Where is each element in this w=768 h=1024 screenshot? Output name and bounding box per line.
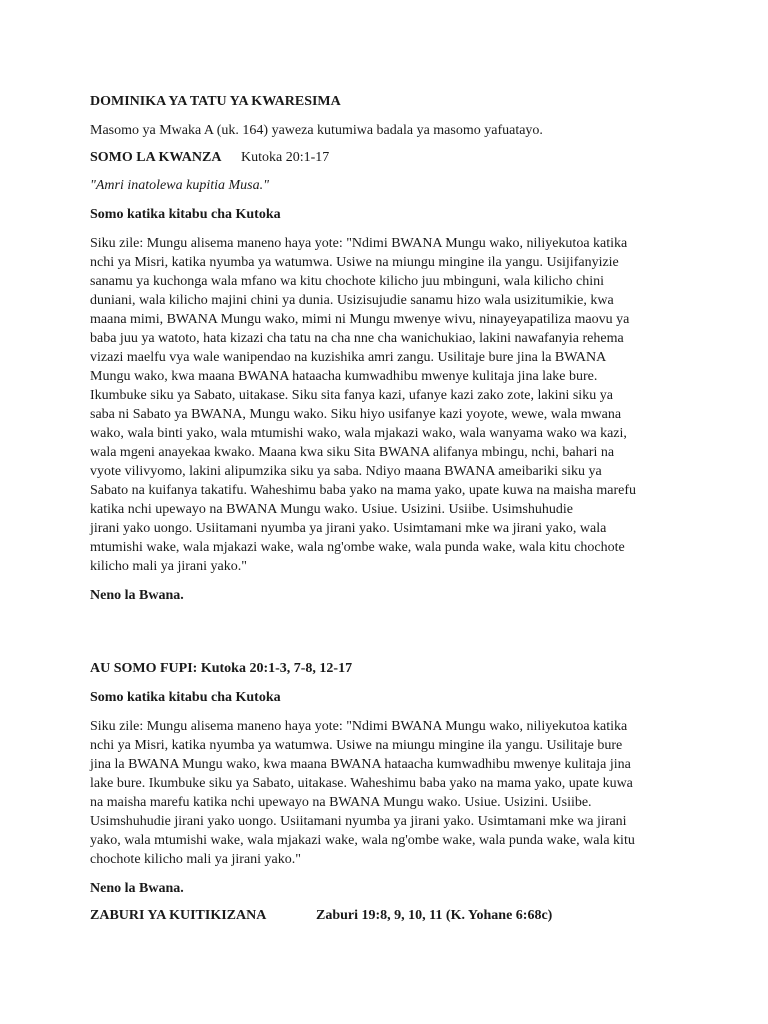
section-spacer [90, 615, 680, 659]
first-reading-source: Somo katika kitabu cha Kutoka [90, 207, 281, 222]
text-line: yako, wala mtumishi wake, wala mjakazi wake, wala ng'ombe wake, wala punda wake, wala kitu [90, 833, 635, 848]
text-line: Sabato na kuifanya takatifu. Waheshimu baba yako na mama yako, upate kuwa na maisha marefu [90, 483, 636, 498]
text-line: jirani yako uongo. Usiitamani nyumba ya jirani yako. Usimtamani mke wa jirani yako, wala [90, 521, 607, 536]
psalm-reference: Zaburi 19:8, 9, 10, 11 (K. Yohane 6:68c) [316, 908, 553, 923]
text-line: duniani, wala kilicho majini chini ya dunia. Usizisujudie sanamu hizo wala usizitumikie, kwa [90, 293, 614, 308]
first-reading-label: SOMO LA KWANZA [90, 150, 222, 165]
psalm-label: ZABURI YA KUITIKIZANA [90, 908, 267, 923]
text-line: mtumishi wake, wala mjakazi wake, wala ng'ombe wake, wala punda wake, wala kitu chochote [90, 540, 625, 555]
text-line: Siku zile: Mungu alisema maneno haya yote: "Ndimi BWANA Mungu wako, niliyekutoa katika [90, 719, 628, 734]
first-reading-header [90, 150, 680, 166]
text-line: sanamu ya kuchonga wala mfano wa kitu chochote kilicho juu mbinguni, wala kilicho chini [90, 274, 604, 289]
text-line: Ikumbuke siku ya Sabato, uitakase. Siku sita fanya kazi, ufanye kazi zako zote, lakini siku ya [90, 388, 613, 403]
first-reading-text [90, 234, 680, 576]
text-line: nchi ya Misri, katika nyumba ya watumwa. Usiwe na miungu mingine ila yangu. Usilitaje bure [90, 738, 623, 753]
text-line: katika nchi upewayo na BWANA Mungu wako. Usiue. Usizini. Usiibe. Usimshuhudie [90, 502, 573, 517]
text-line: baba juu ya watoto, hata kizazi cha tatu na cha nne cha wanichukiao, lakini nawafanyia rehema [90, 331, 624, 346]
text-line: Usimshuhudie jirani yako uongo. Usiitamani nyumba ya jirani yako. Usimtamani mke wa jirani [90, 814, 627, 829]
text-line: wako, wala binti yako, wala mtumishi wako, wala mjakazi wako, wala wanyama wako wa kazi, [90, 426, 627, 441]
text-line: kilicho mali ya jirani yako." [90, 559, 247, 574]
first-reading-quote: "Amri inatolewa kupitia Musa." [90, 178, 269, 193]
intro-note: Masomo ya Mwaka A (uk. 164) yaweza kutumiwa badala ya masomo yafuatayo. [90, 123, 543, 138]
text-line: vyote vilivyomo, lakini alipumzika siku ya saba. Ndiyo maana BWANA ameibariki siku ya [90, 464, 602, 479]
psalm-header [90, 908, 680, 924]
short-reading-heading: AU SOMO FUPI: Kutoka 20:1-3, 7-8, 12-17 [90, 661, 353, 676]
text-line: na maisha marefu katika nchi upewayo na BWANA Mungu wako. Usiue. Usizini. Usiibe. [90, 795, 592, 810]
short-reading-text [90, 717, 680, 869]
text-line: Mungu wako, kwa maana BWANA hataacha kumwadhibu mwenye kulitaja jina lake bure. [90, 369, 598, 384]
text-line: jina la BWANA Mungu wako, kwa maana BWANA hataacha kumwadhibu mwenye kulitaja jina [90, 757, 631, 772]
text-line: wala mgeni anayekaa kwako. Maana kwa siku Sita BWANA alifanya mbingu, nchi, bahari na [90, 445, 615, 460]
text-line: vizazi maelfu vya wale wanipendao na kuzishika amri zangu. Usilitaje bure jina la BWANA [90, 350, 607, 365]
short-reading-source: Somo katika kitabu cha Kutoka [90, 690, 281, 705]
text-line: saba ni Sabato ya BWANA, Mungu wako. Siku hiyo usifanye kazi yoyote, wewe, wala mwana [90, 407, 622, 422]
page-title: DOMINIKA YA TATU YA KWARESIMA [90, 94, 341, 109]
text-line: lake bure. Ikumbuke siku ya Sabato, uitakase. Waheshimu baba yako na mama yako, upate kuwa [90, 776, 633, 791]
first-reading-reference: Kutoka 20:1-17 [241, 150, 330, 165]
first-reading-closing: Neno la Bwana. [90, 588, 184, 603]
text-line: chochote kilicho mali ya jirani yako." [90, 852, 301, 867]
text-line: maana mimi, BWANA Mungu wako, mimi ni Mungu mwenye wivu, ninayeyapatiliza maovu ya [90, 312, 630, 327]
text-line: Siku zile: Mungu alisema maneno haya yote: "Ndimi BWANA Mungu wako, niliyekutoa katika [90, 236, 628, 251]
short-reading-closing: Neno la Bwana. [90, 881, 184, 896]
document-page [90, 92, 680, 934]
text-line: nchi ya Misri, katika nyumba ya watumwa. Usiwe na miungu mingine ila yangu. Usijifanyizie [90, 255, 619, 270]
